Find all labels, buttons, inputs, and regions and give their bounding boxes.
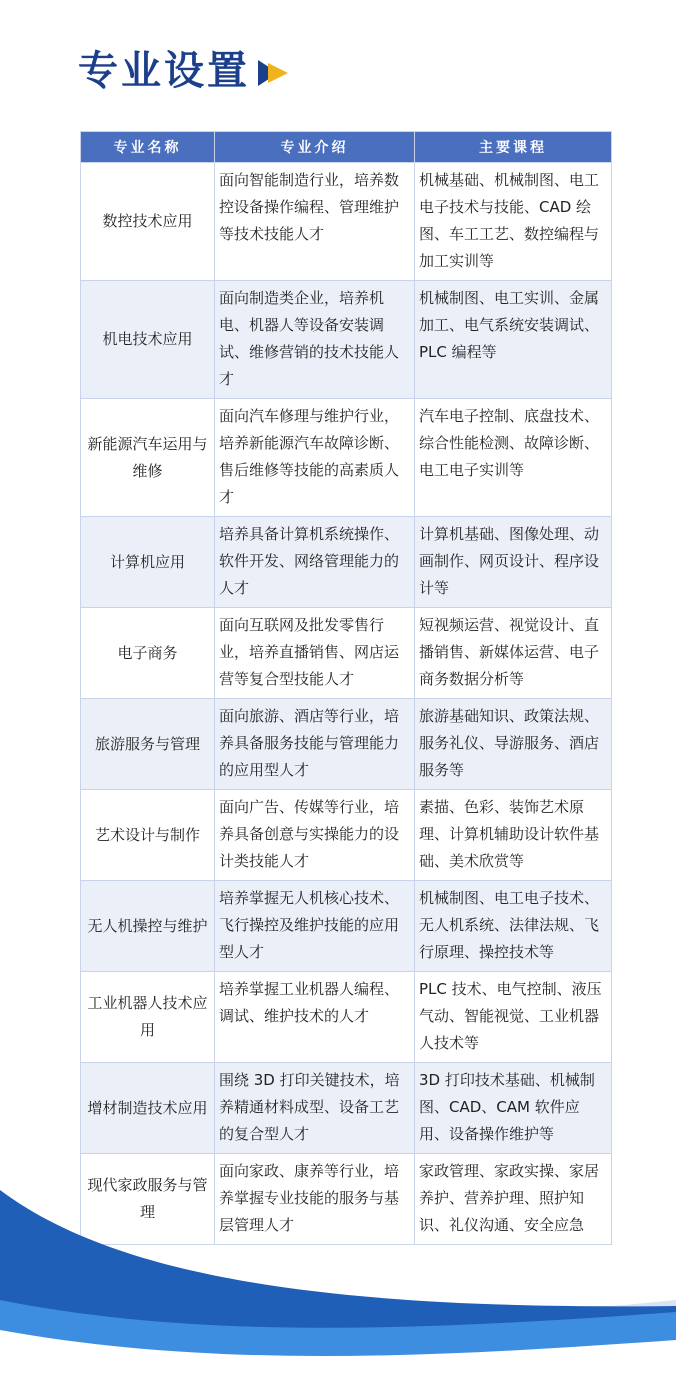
header-main-courses: 主要课程 xyxy=(415,132,612,163)
major-name: 无人机操控与维护 xyxy=(81,881,215,972)
major-courses: PLC 技术、电气控制、液压气动、智能视觉、工业机器人技术等 xyxy=(415,972,612,1063)
table-row xyxy=(81,699,612,790)
major-courses: 机械制图、电工电子技术、无人机系统、法律法规、飞行原理、操控技术等 xyxy=(415,881,612,972)
major-courses: 计算机基础、图像处理、动画制作、网页设计、程序设计等 xyxy=(415,517,612,608)
majors-table xyxy=(80,131,612,1245)
major-intro: 培养掌握无人机核心技术、飞行操控及维护技能的应用型人才 xyxy=(215,881,415,972)
table-row xyxy=(81,790,612,881)
major-name: 机电技术应用 xyxy=(81,281,215,399)
table-row xyxy=(81,163,612,281)
header-major-name: 专业名称 xyxy=(81,132,215,163)
major-courses: 素描、色彩、装饰艺术原理、计算机辅助设计软件基础、美术欣赏等 xyxy=(415,790,612,881)
major-intro: 培养具备计算机系统操作、软件开发、网络管理能力的人才 xyxy=(215,517,415,608)
major-courses: 旅游基础知识、政策法规、服务礼仪、导游服务、酒店服务等 xyxy=(415,699,612,790)
table-row xyxy=(81,608,612,699)
page-title: 专业设置 xyxy=(78,48,250,94)
major-intro: 面向制造类企业，培养机电、机器人等设备安装调试、维修营销的技术技能人才 xyxy=(215,281,415,399)
major-name: 增材制造技术应用 xyxy=(81,1063,215,1154)
major-name: 旅游服务与管理 xyxy=(81,699,215,790)
table-header-row xyxy=(81,132,612,163)
major-name: 数控技术应用 xyxy=(81,163,215,281)
major-name: 新能源汽车运用与维修 xyxy=(81,399,215,517)
major-courses: 机械制图、电工实训、金属加工、电气系统安装调试、PLC 编程等 xyxy=(415,281,612,399)
title-arrow-icon xyxy=(258,60,296,86)
table-row xyxy=(81,881,612,972)
major-name: 现代家政服务与管理 xyxy=(81,1154,215,1245)
major-courses: 汽车电子控制、底盘技术、综合性能检测、故障诊断、电工电子实训等 xyxy=(415,399,612,517)
major-intro: 面向智能制造行业，培养数控设备操作编程、管理维护等技术技能人才 xyxy=(215,163,415,281)
decorative-wave xyxy=(0,1180,676,1384)
major-courses: 机械基础、机械制图、电工电子技术与技能、CAD 绘图、车工工艺、数控编程与加工实训等 xyxy=(415,163,612,281)
table-row xyxy=(81,281,612,399)
major-intro: 面向家政、康养等行业，培养掌握专业技能的服务与基层管理人才 xyxy=(215,1154,415,1245)
major-intro: 面向互联网及批发零售行业，培养直播销售、网店运营等复合型技能人才 xyxy=(215,608,415,699)
majors-table-container xyxy=(80,131,611,1245)
table-row xyxy=(81,399,612,517)
major-name: 计算机应用 xyxy=(81,517,215,608)
major-name: 艺术设计与制作 xyxy=(81,790,215,881)
major-courses: 短视频运营、视觉设计、直播销售、新媒体运营、电子商务数据分析等 xyxy=(415,608,612,699)
table-row xyxy=(81,517,612,608)
major-name: 电子商务 xyxy=(81,608,215,699)
table-row xyxy=(81,972,612,1063)
table-row xyxy=(81,1063,612,1154)
major-courses: 家政管理、家政实操、家居养护、营养护理、照护知识、礼仪沟通、安全应急 xyxy=(415,1154,612,1245)
major-name: 工业机器人技术应用 xyxy=(81,972,215,1063)
major-intro: 围绕 3D 打印关键技术，培养精通材料成型、设备工艺的复合型人才 xyxy=(215,1063,415,1154)
major-intro: 培养掌握工业机器人编程、调试、维护技术的人才 xyxy=(215,972,415,1063)
major-intro: 面向旅游、酒店等行业，培养具备服务技能与管理能力的应用型人才 xyxy=(215,699,415,790)
major-intro: 面向汽车修理与维护行业，培养新能源汽车故障诊断、售后维修等技能的高素质人才 xyxy=(215,399,415,517)
major-intro: 面向广告、传媒等行业，培养具备创意与实操能力的设计类技能人才 xyxy=(215,790,415,881)
header-major-intro: 专业介绍 xyxy=(215,132,415,163)
major-courses: 3D 打印技术基础、机械制图、CAD、CAM 软件应用、设备操作维护等 xyxy=(415,1063,612,1154)
